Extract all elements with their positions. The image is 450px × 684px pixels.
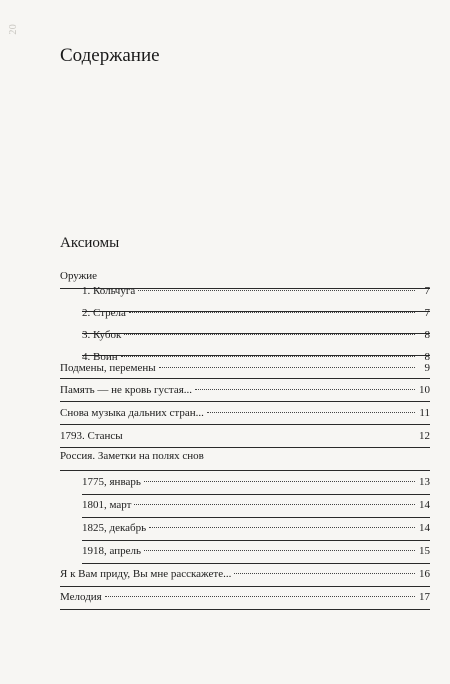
entry-page-number: 10: [419, 384, 430, 396]
toc-entry[interactable]: [82, 285, 430, 297]
entry-label: Память — не кровь густая...: [60, 384, 193, 396]
leader-dots: [121, 356, 415, 357]
leader-dots: [138, 290, 415, 291]
entry-label: Снова музыка дальних стран...: [60, 407, 204, 419]
divider: [60, 424, 430, 425]
entry-label: 1825, декабрь: [82, 522, 147, 534]
entry-page-number: 7: [424, 285, 430, 297]
entry-page-number: 14: [419, 499, 430, 511]
entry-label: 4. Воин: [82, 351, 118, 363]
entry-label: Я к Вам приду, Вы мне расскажете...: [60, 568, 232, 580]
divider: [60, 401, 430, 402]
entry-label: 3. Кубок: [82, 329, 122, 341]
entry-label: Мелодия: [60, 591, 102, 603]
toc-entry[interactable]: [82, 476, 430, 488]
toc-entry[interactable]: [82, 307, 430, 319]
entry-label: 1775, январь: [82, 476, 141, 488]
entry-label: 1. Кольчуга: [82, 285, 136, 297]
toc-entry[interactable]: [82, 329, 430, 341]
entry-label: Подмены, перемены: [60, 362, 156, 374]
entry-page-number: 17: [419, 591, 430, 603]
leader-dots: [195, 389, 415, 390]
toc-entry[interactable]: [82, 545, 430, 557]
leader-dots: [144, 550, 415, 551]
entry-label: 1801, март: [82, 499, 132, 511]
entry-page-number: 13: [419, 476, 430, 488]
toc-entry[interactable]: [60, 362, 430, 374]
leader-dots: [159, 367, 415, 368]
entry-page-number: 15: [419, 545, 430, 557]
entry-label: 2. Стрела: [82, 307, 126, 319]
entry-page-number: 12: [419, 430, 430, 442]
page-title: Содержание: [60, 45, 160, 66]
toc-entry[interactable]: [60, 407, 430, 419]
leader-dots: [134, 504, 415, 505]
entry-page-number: 9: [424, 362, 430, 374]
toc-entry[interactable]: [60, 568, 430, 580]
toc-group-heading: Россия. Заметки на полях снов: [60, 450, 204, 462]
divider: [60, 378, 430, 379]
bleed-through-text: [238, 40, 428, 250]
toc-entry[interactable]: [82, 499, 430, 511]
divider: [60, 609, 430, 610]
entry-page-number: 8: [424, 351, 430, 363]
leader-dots: [124, 334, 415, 335]
divider: [82, 517, 430, 518]
entry-page-number: 7: [424, 307, 430, 319]
divider: [82, 494, 430, 495]
entry-page-number: 11: [419, 407, 430, 419]
toc-entry[interactable]: [60, 591, 430, 603]
leader-dots: [144, 481, 415, 482]
divider: [82, 540, 430, 541]
leader-dots: [234, 573, 415, 574]
entry-page-number: 14: [419, 522, 430, 534]
toc-entry[interactable]: [60, 384, 430, 396]
section-title: Аксиомы: [60, 235, 120, 251]
leader-dots: [207, 412, 415, 413]
page-number: 20: [8, 24, 19, 35]
entry-page-number: 8: [424, 329, 430, 341]
leader-dots: [105, 596, 415, 597]
divider: [60, 447, 430, 448]
toc-entry[interactable]: [60, 430, 430, 442]
divider: [82, 563, 430, 564]
toc-entry[interactable]: [82, 522, 430, 534]
entry-page-number: 16: [419, 568, 430, 580]
entry-label: 1918, апрель: [82, 545, 142, 557]
entry-label: 1793. Стансы: [60, 430, 123, 442]
divider: [60, 586, 430, 587]
leader-dots: [129, 312, 415, 313]
leader-dots: [149, 527, 415, 528]
divider: [60, 470, 430, 471]
toc-group-heading: Оружие: [60, 270, 98, 282]
